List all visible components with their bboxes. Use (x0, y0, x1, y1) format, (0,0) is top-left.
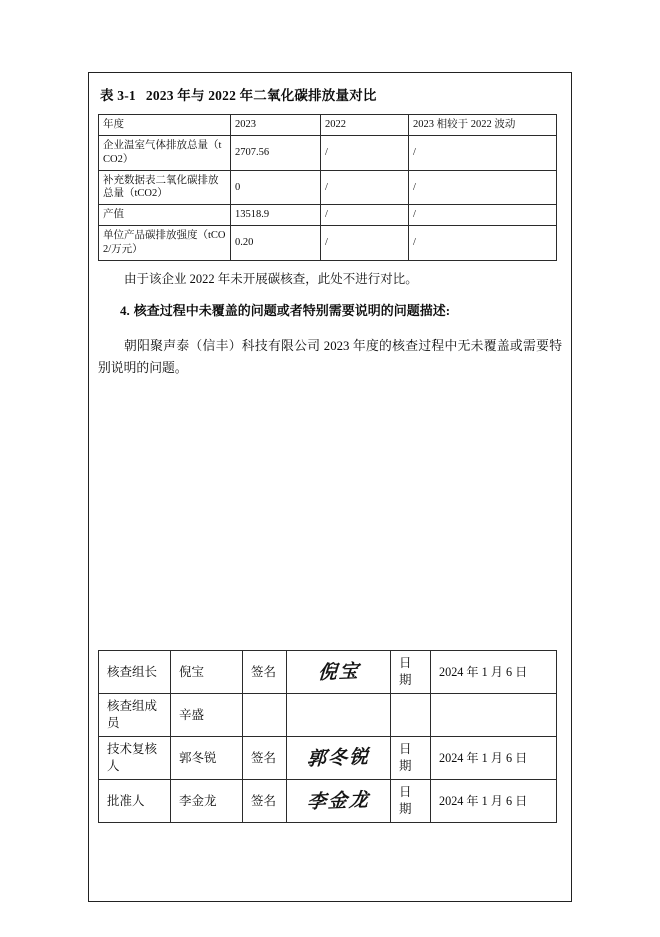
person-name: 辛盛 (171, 694, 243, 737)
document-content (98, 84, 562, 393)
emission-comparison-table (98, 114, 557, 261)
row-value-2022: / (321, 135, 409, 170)
signature-date (431, 694, 557, 737)
date-label: 日期 (391, 651, 431, 694)
signature-text: 倪宝 (316, 660, 361, 683)
signature-table (98, 650, 557, 823)
role-label: 核查组长 (99, 651, 171, 694)
person-name: 倪宝 (171, 651, 243, 694)
sign-label: 签名 (243, 651, 287, 694)
section-heading (98, 301, 562, 322)
table-header-cell-year: 年度 (99, 115, 231, 136)
row-value-2023: 13518.9 (231, 205, 321, 226)
row-value-2022: / (321, 226, 409, 261)
date-label: 日期 (391, 737, 431, 780)
signature-block (98, 650, 562, 823)
row-value-delta: / (409, 226, 557, 261)
section-number: 4. (120, 303, 130, 319)
row-value-2023: 2707.56 (231, 135, 321, 170)
row-value-2022: / (321, 205, 409, 226)
table-header-cell-2023: 2023 (231, 115, 321, 136)
signature-date: 2024 年 1 月 6 日 (431, 780, 557, 823)
signature-row-leader (99, 651, 557, 694)
section-title-text: 核查过程中未覆盖的问题或者特别需要说明的问题描述: (133, 303, 451, 319)
table-row (99, 135, 557, 170)
handwritten-signature (286, 692, 391, 739)
table-row (99, 226, 557, 261)
person-name: 李金龙 (171, 780, 243, 823)
row-label: 产值 (99, 205, 231, 226)
table-header-row (99, 115, 557, 136)
date-label: 日期 (391, 780, 431, 823)
row-value-2022: / (321, 170, 409, 205)
table-row (99, 170, 557, 205)
row-label: 单位产品碳排放强度（tCO2/万元） (99, 226, 231, 261)
table-caption-title: 2023 年与 2022 年二氧化碳排放量对比 (145, 88, 377, 103)
section-body: 朝阳聚声泰（信丰）科技有限公司 2023 年度的核查过程中无未覆盖或需要特别说明的问题。 (98, 338, 562, 376)
handwritten-signature (286, 649, 391, 696)
table-row (99, 205, 557, 226)
row-value-delta: / (409, 135, 557, 170)
handwritten-signature (286, 735, 391, 782)
signature-row-approver (99, 780, 557, 823)
row-value-2023: 0.20 (231, 226, 321, 261)
row-value-delta: / (409, 205, 557, 226)
signature-date: 2024 年 1 月 6 日 (431, 737, 557, 780)
table-caption-number: 表 3-1 (100, 88, 136, 103)
signature-text: 李金龙 (306, 789, 371, 813)
sign-label (243, 694, 287, 737)
row-value-2023: 0 (231, 170, 321, 205)
person-name: 郭冬锐 (171, 737, 243, 780)
role-label: 核查组成员 (99, 694, 171, 737)
role-label: 技术复核人 (99, 737, 171, 780)
table-note: 由于该企业 2022 年未开展碳核查，此处不进行对比。 (124, 271, 418, 286)
row-value-delta: / (409, 170, 557, 205)
signature-date: 2024 年 1 月 6 日 (431, 651, 557, 694)
table-caption (100, 84, 562, 104)
sign-label: 签名 (243, 780, 287, 823)
table-header-cell-delta: 2023 相较于 2022 波动 (409, 115, 557, 136)
signature-text: 郭冬锐 (306, 746, 371, 770)
sign-label: 签名 (243, 737, 287, 780)
signature-row-reviewer (99, 737, 557, 780)
row-label: 补充数据表二氧化碳排放总量（tCO2） (99, 170, 231, 205)
row-label: 企业温室气体排放总量（tCO2） (99, 135, 231, 170)
table-header-cell-2022: 2022 (321, 115, 409, 136)
signature-row-member (99, 694, 557, 737)
role-label: 批准人 (99, 780, 171, 823)
handwritten-signature (286, 778, 391, 825)
date-label (391, 694, 431, 737)
